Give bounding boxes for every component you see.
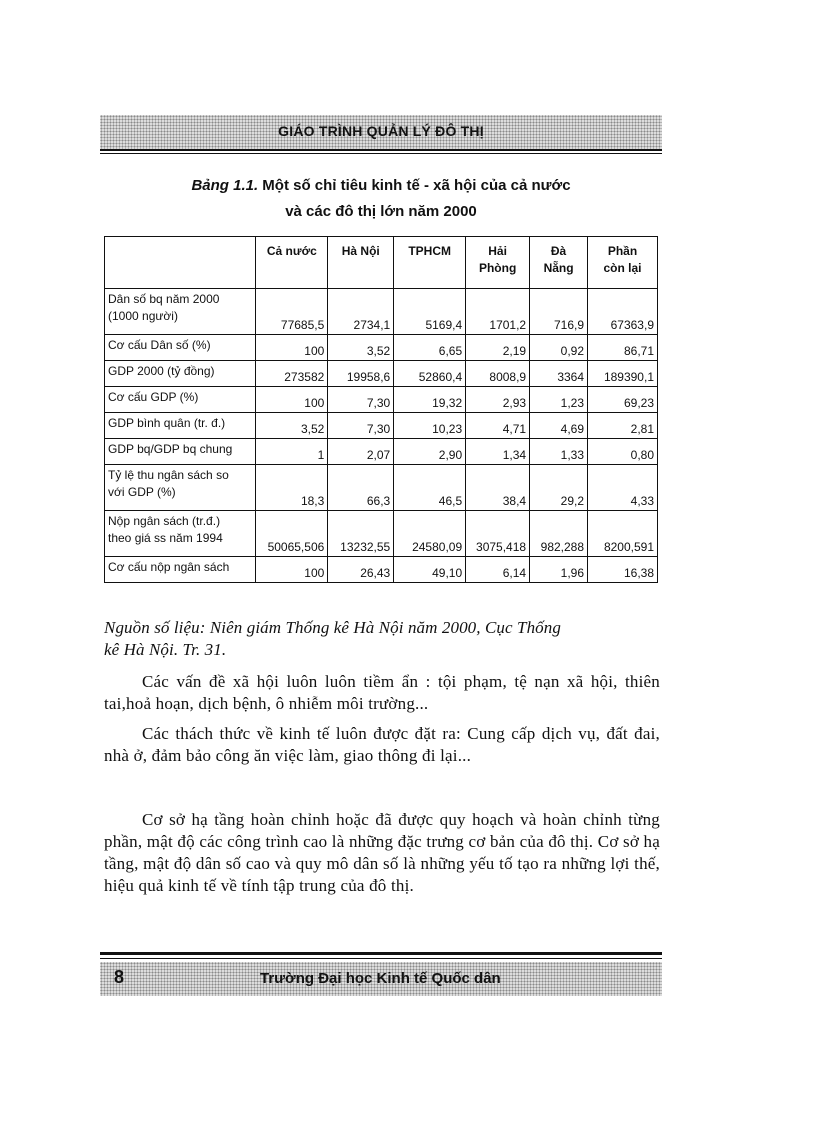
row-label: Dân số bq năm 2000 (1000 người) — [105, 289, 256, 335]
table-cell: 100 — [256, 387, 328, 413]
table-cell: 86,71 — [588, 335, 658, 361]
table-cell: 49,10 — [394, 557, 466, 583]
table-cell: 7,30 — [328, 387, 394, 413]
table-row — [105, 387, 658, 413]
table-cell: 3,52 — [256, 413, 328, 439]
table-cell: 13232,55 — [328, 511, 394, 557]
table-cell: 2734,1 — [328, 289, 394, 335]
body-paragraph: Các vấn đề xã hội luôn luôn tiềm ẩn : tội phạm, tệ nạn xã hội, thiên tai,hoả hoạn, dịch bệnh, ô nhiễm môi trường... — [104, 672, 660, 713]
table-row — [105, 335, 658, 361]
body-paragraph: Cơ sở hạ tầng hoàn chỉnh hoặc đã được quy hoạch và hoàn chỉnh từng phần, mật độ các công trình cao là những đặc trưng cơ bản của đô thị. Cơ sở hạ tầng, mật độ dân số cao và quy mô dân số là những yếu tố tạo ra những lợi thế, hiệu quả kinh tế về tính tập trung của đô thị. — [104, 810, 660, 895]
table-cell: 6,65 — [394, 335, 466, 361]
table-cell: 10,23 — [394, 413, 466, 439]
table-cell: 100 — [256, 557, 328, 583]
table-caption — [100, 177, 662, 194]
running-footer — [100, 962, 662, 996]
column-header: Đà Nẵng — [530, 237, 588, 289]
source-note — [104, 617, 664, 661]
table-cell: 19,32 — [394, 387, 466, 413]
table-cell: 77685,5 — [256, 289, 328, 335]
table-cell: 8008,9 — [466, 361, 530, 387]
table-cell: 4,71 — [466, 413, 530, 439]
table-cell: 29,2 — [530, 465, 588, 511]
table-cell: 16,38 — [588, 557, 658, 583]
source-note-line1: Nguồn số liệu: Niên giám Thống kê Hà Nội năm 2000, Cục Thống — [104, 618, 561, 637]
table-cell: 100 — [256, 335, 328, 361]
running-header-title: GIÁO TRÌNH QUẢN LÝ ĐÔ THỊ — [278, 123, 484, 139]
table-caption-line1: Một số chỉ tiêu kinh tế - xã hội của cả nước — [262, 177, 571, 194]
table-row — [105, 439, 658, 465]
table-cell: 5169,4 — [394, 289, 466, 335]
table-cell: 66,3 — [328, 465, 394, 511]
table-row — [105, 465, 658, 511]
running-header — [100, 115, 662, 149]
table-cell: 1 — [256, 439, 328, 465]
row-label: GDP bình quân (tr. đ.) — [105, 413, 256, 439]
table-cell: 67363,9 — [588, 289, 658, 335]
table-cell: 18,3 — [256, 465, 328, 511]
table-cell: 716,9 — [530, 289, 588, 335]
table-cell: 1,96 — [530, 557, 588, 583]
source-note-line2: kê Hà Nội. Tr. 31. — [104, 640, 227, 659]
column-header: Hà Nội — [328, 237, 394, 289]
table-row — [105, 557, 658, 583]
table-cell: 2,90 — [394, 439, 466, 465]
table-header-row — [105, 237, 658, 289]
row-label: Tỷ lệ thu ngân sách so với GDP (%) — [105, 465, 256, 511]
table-cell: 7,30 — [328, 413, 394, 439]
table-cell: 2,19 — [466, 335, 530, 361]
footer-title: Trường Đại học Kinh tế Quốc dân — [260, 970, 501, 987]
row-label: Cơ cấu nộp ngân sách — [105, 557, 256, 583]
row-label: Cơ cấu Dân số (%) — [105, 335, 256, 361]
table-cell: 2,07 — [328, 439, 394, 465]
header-divider — [100, 149, 662, 151]
row-label: GDP 2000 (tỷ đồng) — [105, 361, 256, 387]
table-cell: 26,43 — [328, 557, 394, 583]
table-cell: 2,81 — [588, 413, 658, 439]
table-cell: 19958,6 — [328, 361, 394, 387]
column-header: TPHCM — [394, 237, 466, 289]
page-number: 8 — [114, 967, 125, 987]
row-label: Cơ cấu GDP (%) — [105, 387, 256, 413]
table-cell: 189390,1 — [588, 361, 658, 387]
table-cell: 1701,2 — [466, 289, 530, 335]
table-header-corner — [105, 237, 256, 289]
footer-divider-thin — [100, 958, 662, 959]
table-row — [105, 511, 658, 557]
table-cell: 3075,418 — [466, 511, 530, 557]
table-cell: 3,52 — [328, 335, 394, 361]
header-divider-thin — [100, 153, 662, 154]
table-cell: 6,14 — [466, 557, 530, 583]
table-cell: 4,33 — [588, 465, 658, 511]
row-label: GDP bq/GDP bq chung — [105, 439, 256, 465]
table-row — [105, 289, 658, 335]
table-cell: 52860,4 — [394, 361, 466, 387]
table-cell: 3364 — [530, 361, 588, 387]
table-cell: 38,4 — [466, 465, 530, 511]
table-cell: 69,23 — [588, 387, 658, 413]
footer-divider — [100, 952, 662, 955]
table-cell: 50065,506 — [256, 511, 328, 557]
table-cell: 0,92 — [530, 335, 588, 361]
table-cell: 8200,591 — [588, 511, 658, 557]
table-cell: 1,33 — [530, 439, 588, 465]
table-cell: 982,288 — [530, 511, 588, 557]
table-cell: 2,93 — [466, 387, 530, 413]
body-paragraph: Các thách thức về kinh tế luôn được đặt ra: Cung cấp dịch vụ, đất đai, nhà ở, đảm bảo công ăn việc làm, giao thông đi lại... — [104, 724, 660, 765]
table-cell: 1,23 — [530, 387, 588, 413]
table-caption-line2: và các đô thị lớn năm 2000 — [285, 203, 477, 220]
table-row — [105, 361, 658, 387]
table-caption-prefix: Bảng 1.1. — [191, 177, 259, 194]
statistics-table — [104, 236, 658, 583]
table-cell: 1,34 — [466, 439, 530, 465]
column-header: Hải Phòng — [466, 237, 530, 289]
table-cell: 24580,09 — [394, 511, 466, 557]
table-row — [105, 413, 658, 439]
column-header: Phần còn lại — [588, 237, 658, 289]
table-cell: 0,80 — [588, 439, 658, 465]
row-label: Nộp ngân sách (tr.đ.) theo giá ss năm 1994 — [105, 511, 256, 557]
table-cell: 273582 — [256, 361, 328, 387]
table-cell: 4,69 — [530, 413, 588, 439]
table-cell: 46,5 — [394, 465, 466, 511]
column-header: Cả nước — [256, 237, 328, 289]
